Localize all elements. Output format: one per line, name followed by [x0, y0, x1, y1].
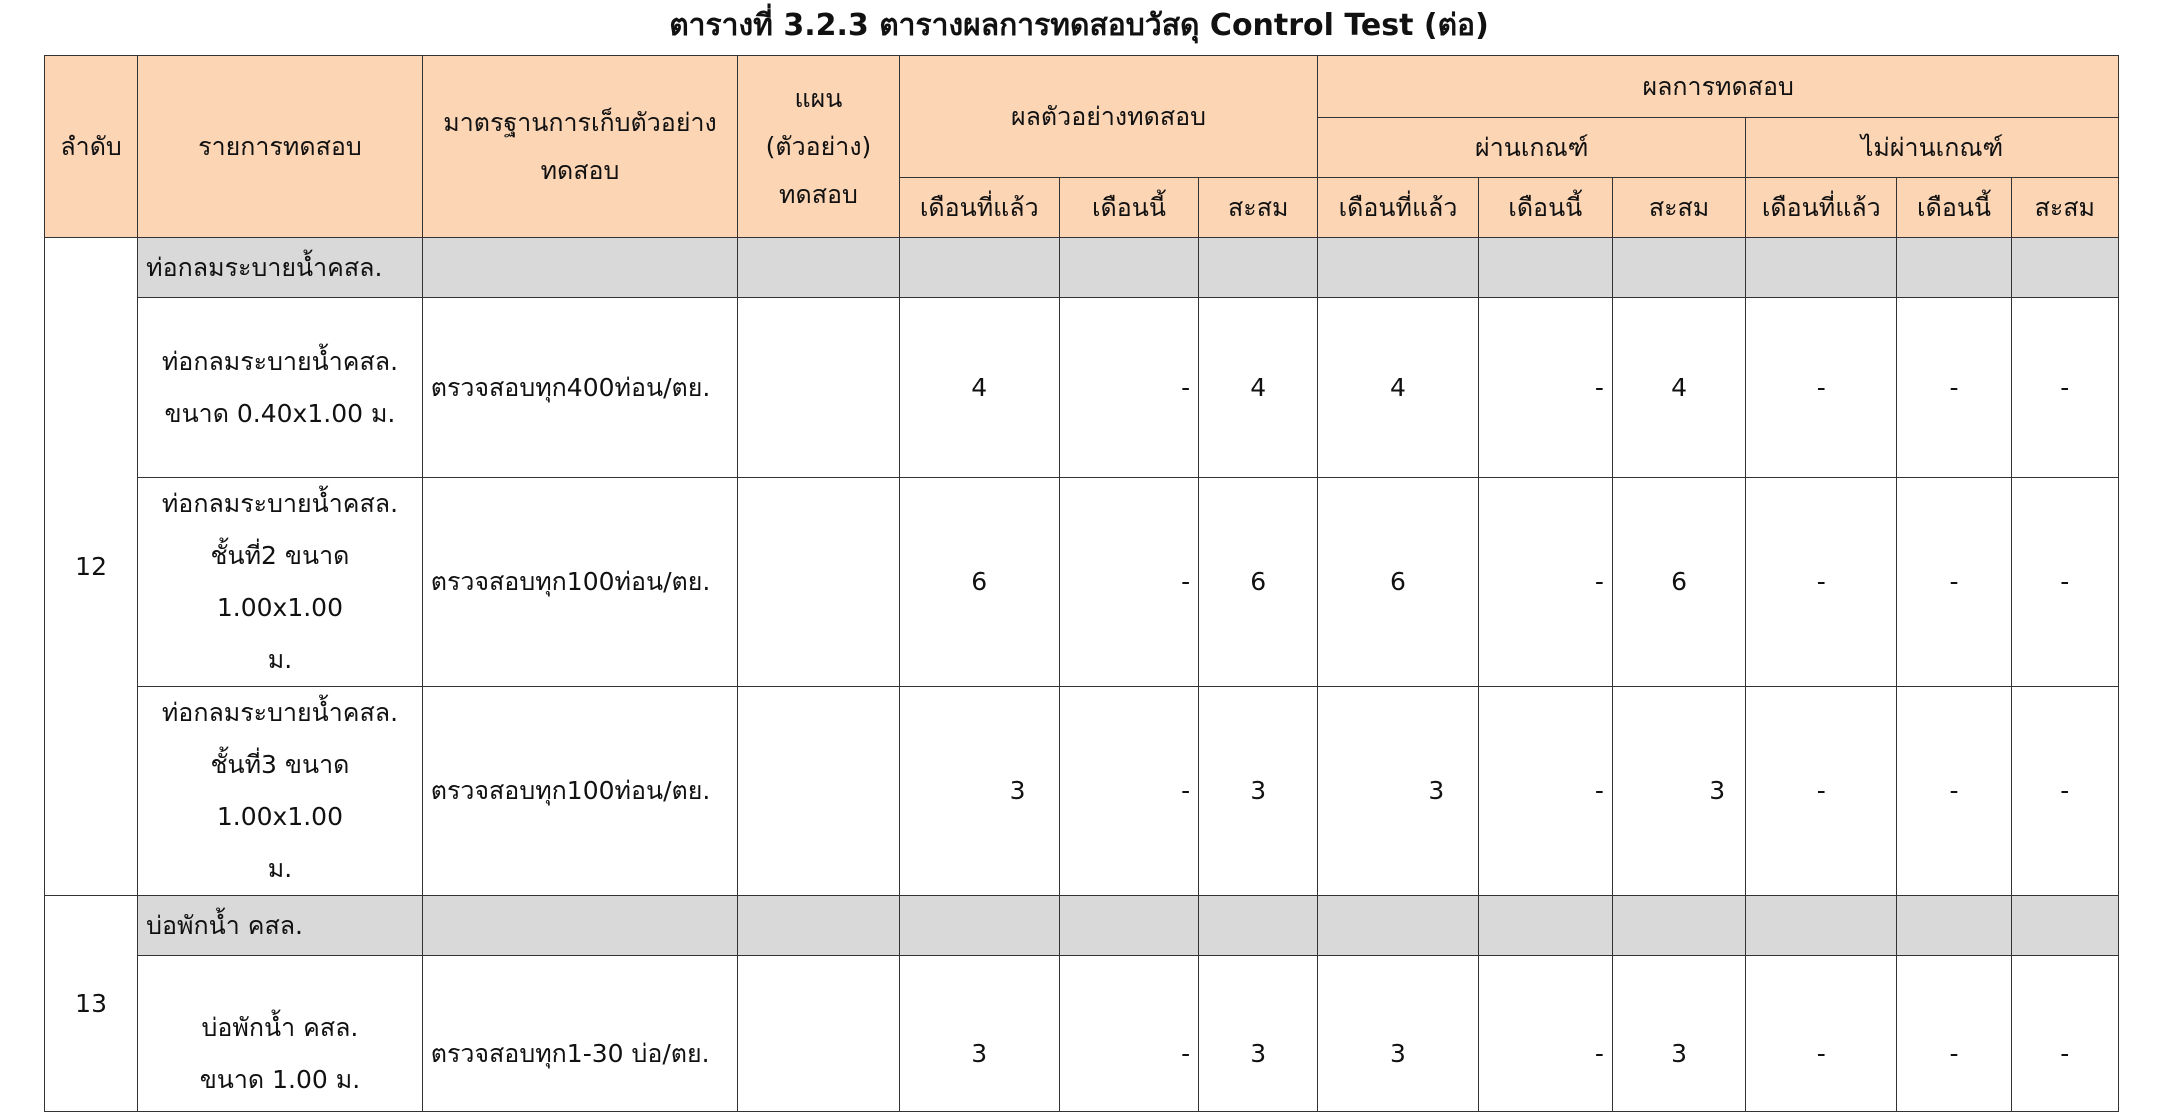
fail-last-month: - [1746, 687, 1897, 896]
sample-last-month: 6 [899, 478, 1059, 687]
sample-last-month: 4 [899, 298, 1059, 478]
header-plan-line3: ทดสอบ [779, 179, 858, 209]
pass-last-month: 3 [1318, 687, 1478, 896]
item-line: ท่อกลมระบายน้ำคสล. [161, 346, 399, 376]
pass-last-month: 4 [1318, 298, 1478, 478]
header-fail-this-month: เดือนนี้ [1897, 178, 2011, 238]
pass-cumulative: 6 [1612, 478, 1745, 687]
fail-last-month: - [1746, 956, 1897, 1112]
item-line: ม. [267, 645, 293, 674]
fail-cumulative: - [2011, 478, 2118, 687]
table-row [45, 478, 2119, 687]
item-cell [138, 298, 423, 478]
fail-this-month: - [1897, 478, 2011, 687]
table-row [45, 298, 2119, 478]
header-fail-last-month: เดือนที่แล้ว [1746, 178, 1897, 238]
category-row [45, 238, 2119, 298]
header-standard: มาตรฐานการเก็บตัวอย่างทดสอบ [422, 56, 738, 238]
fail-cumulative: - [2011, 687, 2118, 896]
sample-cumulative: 3 [1199, 956, 1318, 1112]
header-item: รายการทดสอบ [138, 56, 423, 238]
fail-last-month: - [1746, 478, 1897, 687]
item-line: ท่อกลมระบายน้ำคสล. [161, 489, 399, 518]
category-row [45, 896, 2119, 956]
header-samples: ผลตัวอย่างทดสอบ [899, 56, 1318, 178]
header-pass-this-month: เดือนนี้ [1478, 178, 1612, 238]
plan-cell [738, 298, 899, 478]
header-pass: ผ่านเกณฑ์ [1318, 118, 1746, 178]
header-plan-line1: แผน [794, 83, 843, 113]
fail-this-month: - [1897, 687, 2011, 896]
fail-cumulative: - [2011, 298, 2118, 478]
standard-cell: ตรวจสอบทุก1-30 บ่อ/ตย. [422, 956, 738, 1112]
header-sample-cumulative: สะสม [1199, 178, 1318, 238]
sample-this-month: - [1059, 956, 1198, 1112]
sample-this-month: - [1059, 298, 1198, 478]
sample-last-month: 3 [899, 956, 1059, 1112]
header-fail: ไม่ผ่านเกณฑ์ [1746, 118, 2119, 178]
header-fail-cumulative: สะสม [2011, 178, 2118, 238]
pass-cumulative: 3 [1612, 956, 1745, 1112]
standard-cell: ตรวจสอบทุก100ท่อน/ตย. [422, 478, 738, 687]
seq-cell: 13 [45, 896, 138, 1112]
pass-this-month: - [1478, 478, 1612, 687]
header-sample-last-month: เดือนที่แล้ว [899, 178, 1059, 238]
standard-cell: ตรวจสอบทุก100ท่อน/ตย. [422, 687, 738, 896]
page-title: ตารางที่ 3.2.3 ตารางผลการทดสอบวัสดุ Control Test (ต่อ) [669, 8, 1489, 43]
item-cell [138, 478, 423, 687]
header-pass-cumulative: สะสม [1612, 178, 1745, 238]
item-line: ขนาด 0.40x1.00 ม. [164, 398, 396, 428]
item-line: ม. [267, 854, 293, 883]
pass-last-month: 3 [1318, 956, 1478, 1112]
plan-cell [738, 956, 899, 1112]
category-label: บ่อพักน้ำ คสล. [138, 896, 423, 956]
sample-cumulative: 4 [1199, 298, 1318, 478]
plan-cell [738, 687, 899, 896]
sample-last-month: 3 [899, 687, 1059, 896]
sample-this-month: - [1059, 478, 1198, 687]
pass-cumulative: 3 [1612, 687, 1745, 896]
standard-cell: ตรวจสอบทุก400ท่อน/ตย. [422, 298, 738, 478]
seq-cell: 12 [45, 238, 138, 896]
item-line: ขนาด 1.00 ม. [199, 1064, 361, 1094]
header-results: ผลการทดสอบ [1318, 56, 2119, 118]
item-cell [138, 687, 423, 896]
pass-this-month: - [1478, 687, 1612, 896]
item-line: บ่อพักน้ำ คสล. [201, 1012, 359, 1042]
sample-cumulative: 3 [1199, 687, 1318, 896]
fail-this-month: - [1897, 298, 2011, 478]
table-row [45, 956, 2119, 1112]
plan-cell [738, 478, 899, 687]
pass-this-month: - [1478, 298, 1612, 478]
header-plan [738, 56, 899, 238]
header-sample-this-month: เดือนนี้ [1059, 178, 1198, 238]
header-plan-line2: (ตัวอย่าง) [765, 131, 872, 161]
fail-this-month: - [1897, 956, 2011, 1112]
item-line: ท่อกลมระบายน้ำคสล. [161, 698, 399, 727]
fail-cumulative: - [2011, 956, 2118, 1112]
item-cell [138, 956, 423, 1112]
pass-last-month: 6 [1318, 478, 1478, 687]
sample-this-month: - [1059, 687, 1198, 896]
table-row [45, 687, 2119, 896]
category-label: ท่อกลมระบายน้ำคสล. [138, 238, 423, 298]
item-line: ชั้นที่3 ขนาด 1.00x1.00 [210, 750, 350, 831]
pass-this-month: - [1478, 956, 1612, 1112]
header-seq: ลำดับ [45, 56, 138, 238]
fail-last-month: - [1746, 298, 1897, 478]
pass-cumulative: 4 [1612, 298, 1745, 478]
header-pass-last-month: เดือนที่แล้ว [1318, 178, 1478, 238]
control-test-table [44, 55, 2119, 1112]
item-line: ชั้นที่2 ขนาด 1.00x1.00 [210, 541, 350, 622]
sample-cumulative: 6 [1199, 478, 1318, 687]
